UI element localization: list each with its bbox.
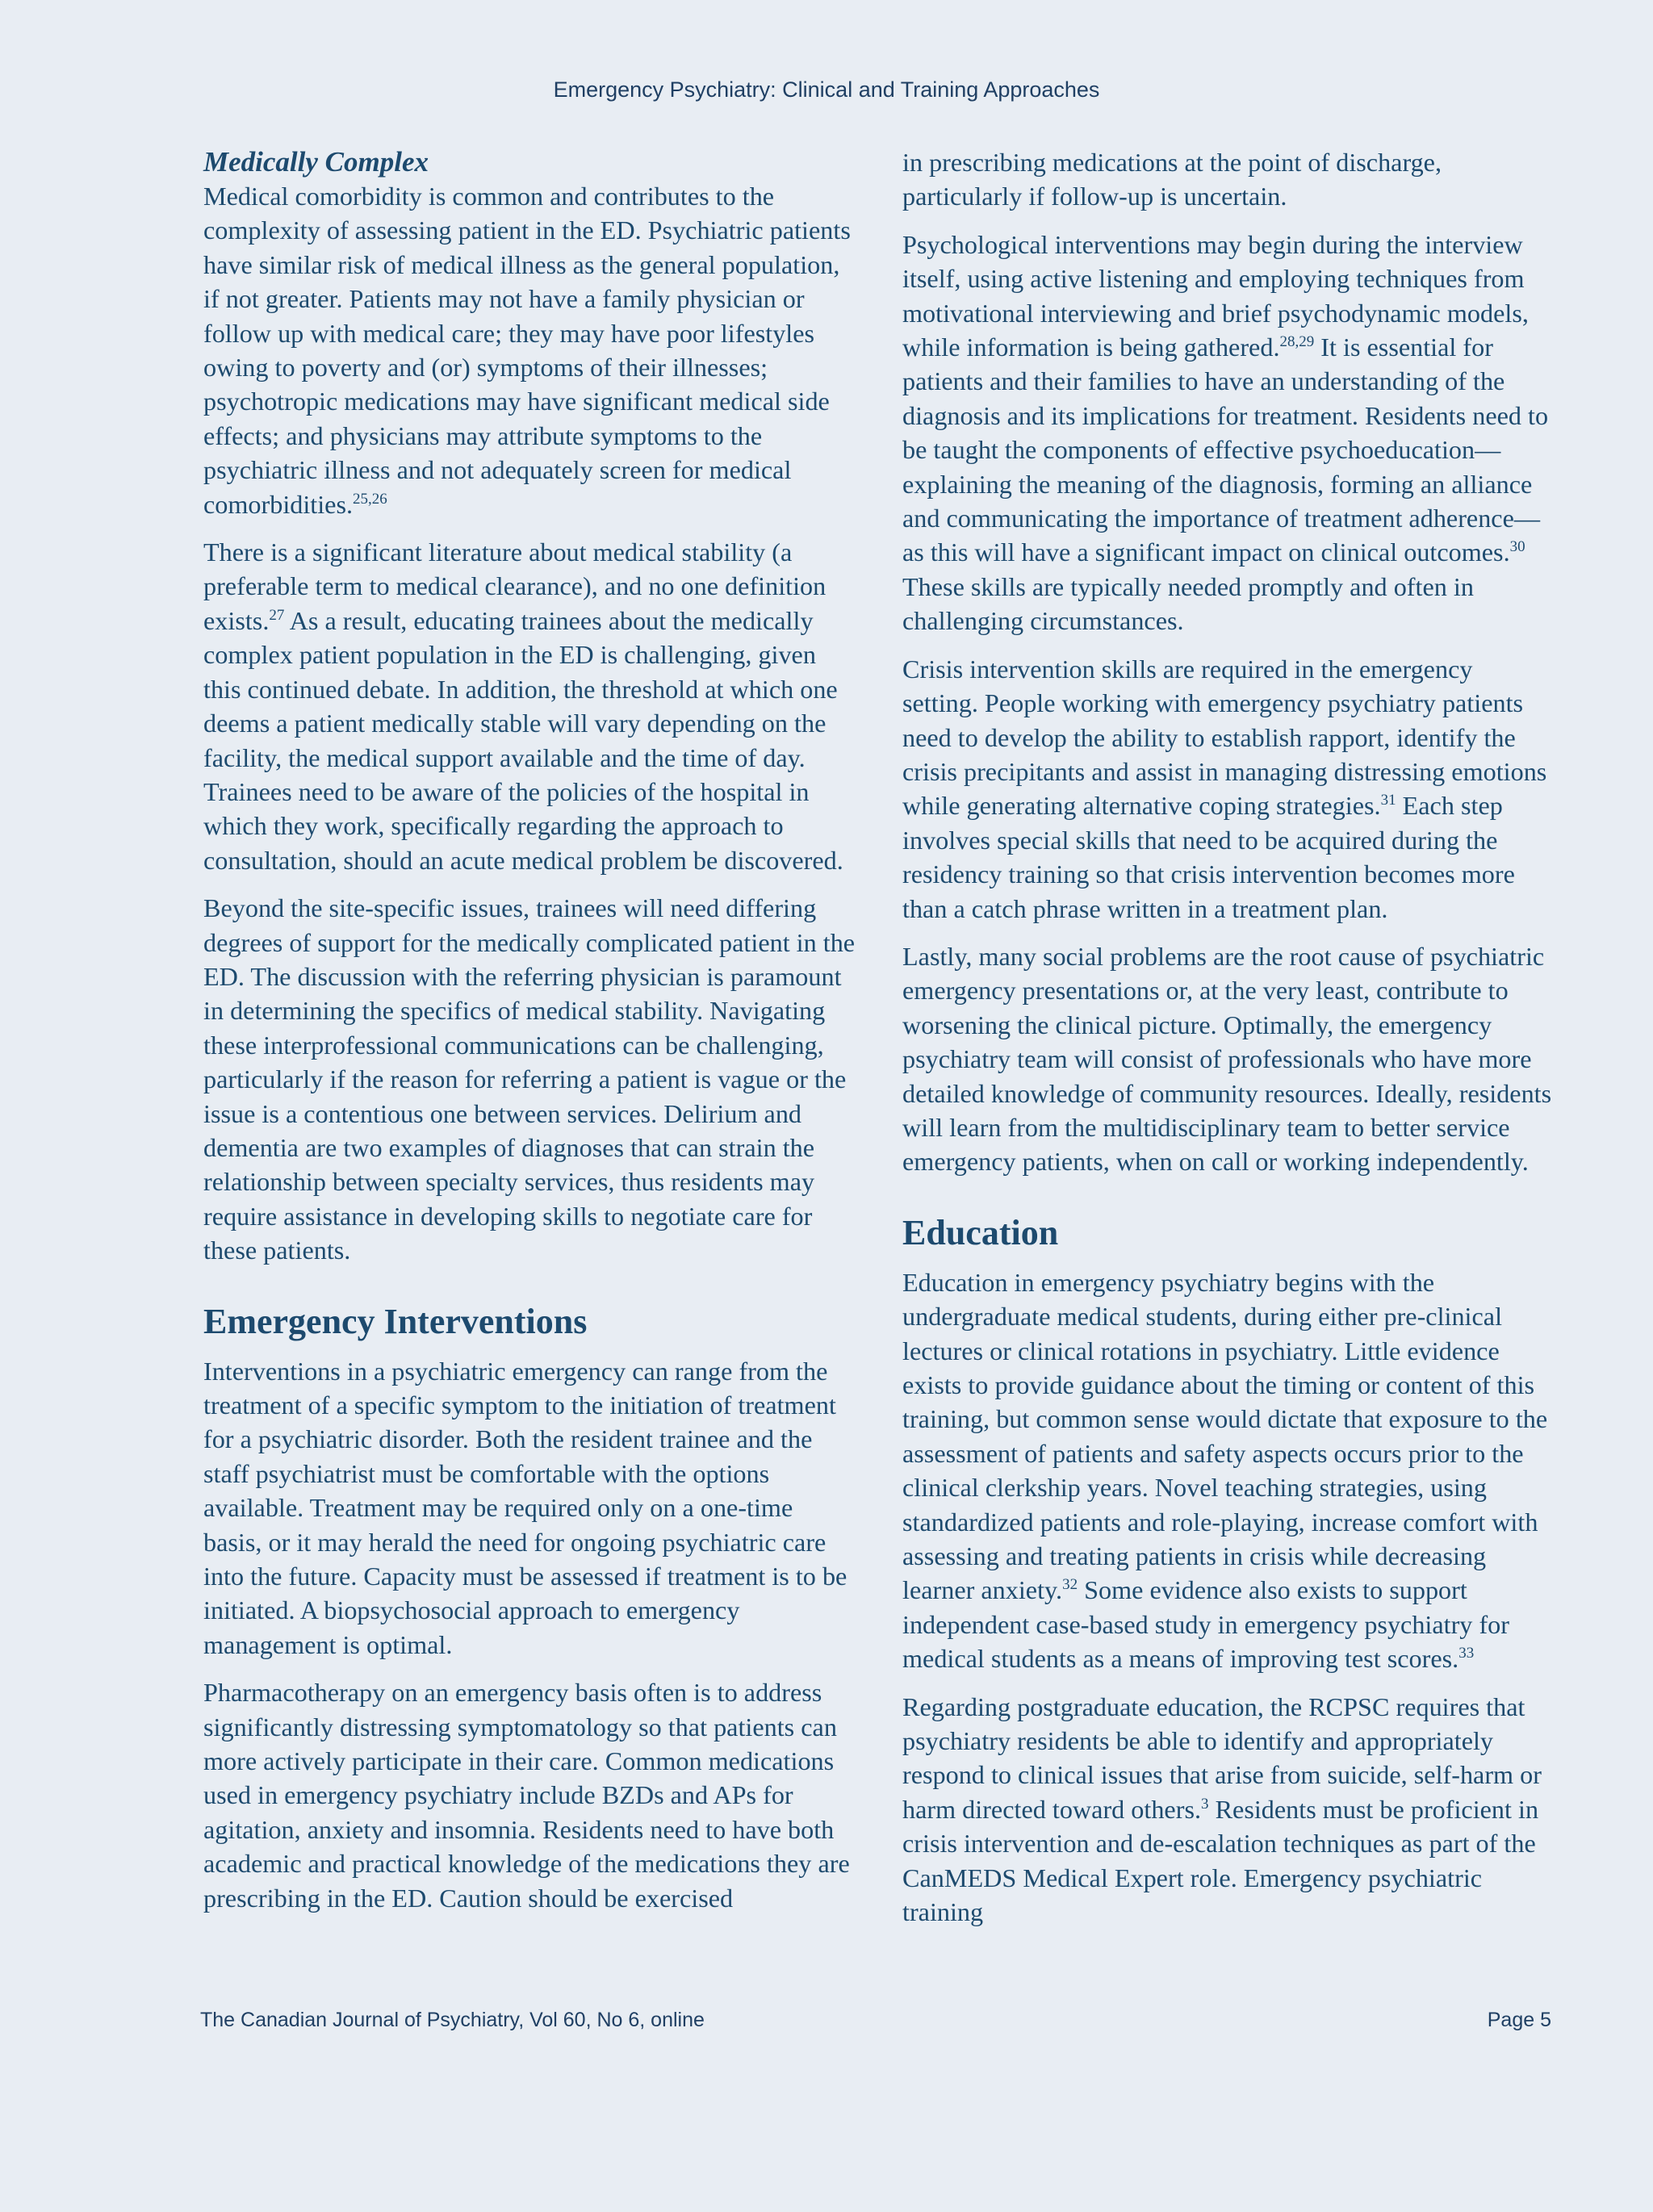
paragraph-text: Medical comorbidity is common and contributes to the complexity of assessing patient in the ED. Psychiatric patients have similar risk of medical illness as the general population, if not greater. Patients may not have a family physician or follow up with medical care; they may have poor lifestyles owing to poverty and (or) symptoms of their illnesses; psychotropic medications may have significant medical side effects; and physicians may attribute symptoms to the psychiatric illness and not adequately screen for medical comorbidities. — [203, 182, 851, 519]
reference-superscript: 30 — [1509, 538, 1525, 556]
paragraph — [902, 1690, 1555, 1930]
paragraph-text: Residents must be proficient in crisis intervention and de-escalation techniques as part of the CanMEDS Medical Expert role. Emergency psychiatric training — [902, 1794, 1539, 1927]
right-column — [902, 145, 1555, 1943]
subheading-medically-complex: Medically Complex — [203, 146, 429, 178]
footer-journal-citation: The Canadian Journal of Psychiatry, Vol 60, No 6, online — [200, 2009, 705, 2031]
paragraph — [902, 228, 1555, 638]
section-heading-emergency-interventions: Emergency Interventions — [203, 1301, 588, 1341]
reference-superscript: 31 — [1380, 792, 1396, 809]
left-column — [203, 145, 856, 1929]
running-header: Emergency Psychiatry: Clinical and Training Approaches — [553, 77, 1100, 102]
paragraph-text: Psychological interventions may begin during the interview itself, using active listening and employing techniques from motivational interviewing and brief psychodynamic models, while information is being gathered. — [902, 229, 1529, 362]
section-heading-education: Education — [902, 1212, 1059, 1252]
paragraph: Pharmacotherapy on an emergency basis often is to address significantly distressing symptomatology so that patients can more actively participate in their care. Common medications used in emergency psychiatry include BZDs and APs for agitation, anxiety and insomnia. Residents need to have both academic and practical knowledge of the medications they are prescribing in the ED. Caution should be exercised — [203, 1678, 850, 1913]
paragraph-text: There is a significant literature about medical stability (a preferable term to medical clearance), and no one definition exists. — [203, 537, 826, 635]
reference-superscript: 3 — [1201, 1795, 1209, 1813]
reference-superscript: 33 — [1458, 1645, 1475, 1662]
reference-superscript: 28,29 — [1279, 333, 1315, 351]
paragraph — [902, 652, 1555, 926]
reference-superscript: 25,26 — [353, 490, 387, 508]
paragraph: Lastly, many social problems are the root cause of psychiatric emergency presentations or, at the very least, contribute to worsening the clinical picture. Optimally, the emergency psychiatry team will consist of professionals who have more detailed knowledge of community resources. Ideally, residents will learn from the multidisciplinary team to better service emergency patients, when on call or working independently. — [902, 941, 1552, 1177]
paragraph-text: Education in emergency psychiatry begins with the undergraduate medical students, during either pre-clinical lectures or clinical rotations in psychiatry. Little evidence exists to provide guidance about the timing or content of this training, but common sense would dictate that exposure to the assessment of patients and safety aspects occurs prior to the clinical clerkship years. Novel teaching strategies, using standardized patients and role-playing, increase comfort with assessing and treating patients in crisis while decreasing learner anxiety. — [902, 1267, 1548, 1605]
reference-superscript: 27 — [269, 606, 285, 624]
paragraph-text: These skills are typically needed promptly and often in challenging circumstances. — [902, 571, 1474, 636]
paragraph-text: Each step involves special skills that need to be acquired during the residency training so that crisis intervention becomes more than a catch phrase written in a treatment plan. — [902, 791, 1515, 923]
paragraph-text: It is essential for patients and their families to have an understanding of the diagnosis and its implications for treatment. Residents need to be taught the components of effective psychoeducation—explaining the meaning of the diagnosis, forming an alliance and communicating the importance of treatment adherence—as this will have a significant impact on clinical outcomes. — [902, 332, 1549, 567]
paragraph: Beyond the site-specific issues, trainees will need differing degrees of support for the medically complicated patient in the ED. The discussion with the referring physician is paramount in determining the specifics of medical stability. Navigating these interprofessional communications can be challenging, particularly if the reason for referring a patient is vague or the issue is a contentious one between services. Delirium and dementia are two examples of diagnoses that can strain the relationship between specialty services, thus residents may require assistance in developing skills to negotiate care for these patients. — [203, 893, 856, 1265]
reference-superscript: 32 — [1062, 1576, 1078, 1594]
paragraph — [902, 1265, 1555, 1676]
paragraph-text: As a result, educating trainees about the medically complex patient population in the ED is challenging, given this continued debate. In addition, the threshold at which one deems a patient medically stable will vary depending on the facility, the medical support available and the time of day. Trainees need to be aware of the policies of the hospital in which they work, specifically regarding the approach to consultation, should an acute medical problem be discovered. — [203, 605, 843, 875]
paragraph-text: Regarding postgraduate education, the RCPSC requires that psychiatry residents be able to identify and appropriately respond to clinical issues that arise from suicide, self-harm or harm directed toward others. — [902, 1691, 1542, 1824]
paragraph — [203, 179, 856, 521]
paragraph-text: Some evidence also exists to support independent case-based study in emergency psychiatry for medical students as a means of improving test scores. — [902, 1575, 1509, 1674]
paragraph: in prescribing medications at the point of discharge, particularly if follow-up is uncertain. — [902, 148, 1442, 211]
paragraph: Interventions in a psychiatric emergency can range from the treatment of a specific symptom to the initiation of treatment for a psychiatric disorder. Both the resident trainee and the staff psychiatrist must be comfortable with the options available. Treatment may be required only on a one-time basis, or it may herald the need for ongoing psychiatric care into the future. Capacity must be assessed if treatment is to be initiated. A biopsychosocial approach to emergency management is optimal. — [203, 1356, 847, 1659]
paragraph-text: Crisis intervention skills are required in the emergency setting. People working with emergency psychiatry patients need to develop the ability to establish rapport, identify the crisis precipitants and assist in managing distressing emotions while generating alternative coping strategies. — [902, 654, 1547, 821]
footer-page-number: Page 5 — [1487, 2009, 1551, 2031]
paragraph — [203, 535, 856, 877]
